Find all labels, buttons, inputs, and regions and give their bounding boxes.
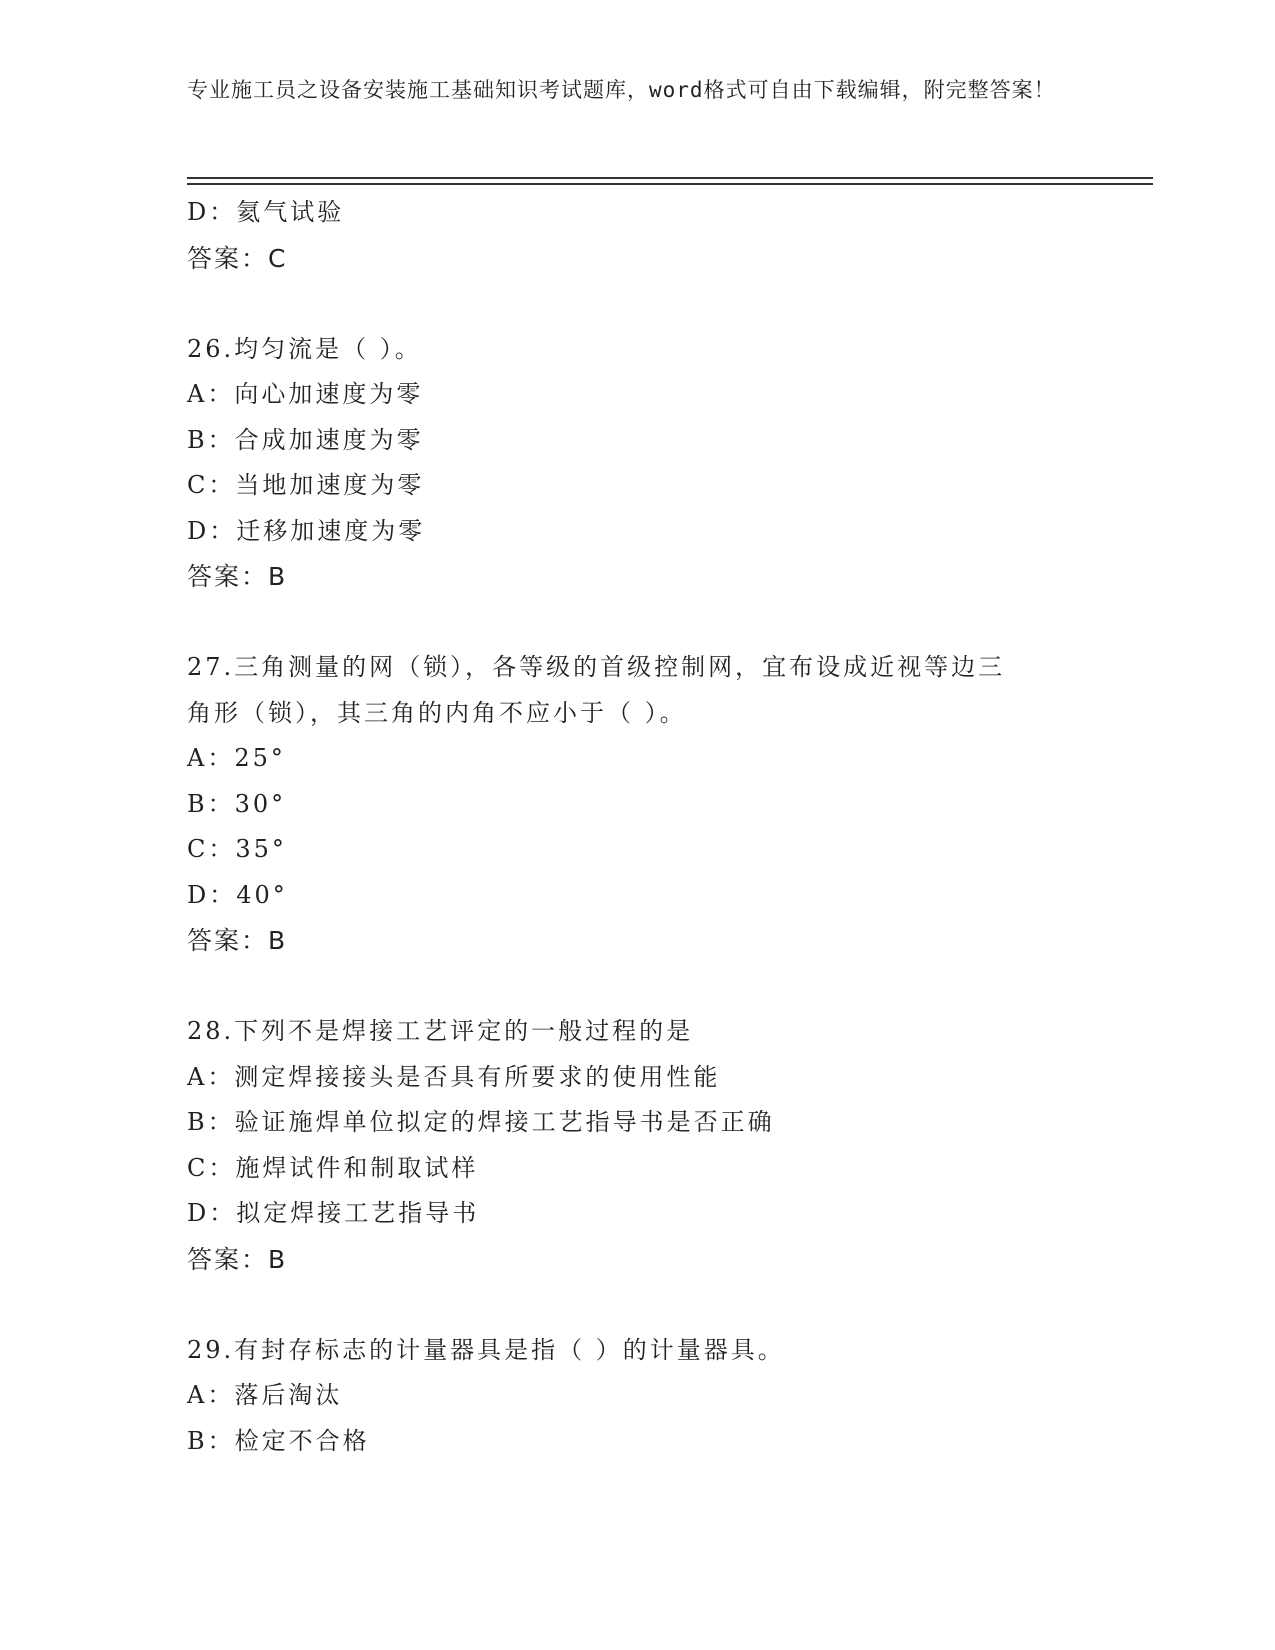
option-c: C：35° bbox=[187, 835, 287, 863]
option-d: D：拟定焊接工艺指导书 bbox=[187, 1199, 480, 1227]
header-rule-top bbox=[187, 177, 1153, 179]
answer-line: 答案：B bbox=[187, 562, 288, 591]
option-d: D：迁移加速度为零 bbox=[187, 516, 426, 545]
spacer bbox=[187, 600, 1147, 646]
question-text: 28.下列不是焊接工艺评定的一般过程的是 bbox=[187, 1017, 694, 1045]
option-a: A：向心加速度为零 bbox=[187, 380, 424, 408]
option-a: A：测定焊接接头是否具有所要求的使用性能 bbox=[187, 1062, 721, 1091]
option-c: C：当地加速度为零 bbox=[187, 471, 425, 499]
answer-line: 答案：B bbox=[187, 926, 288, 955]
spacer bbox=[187, 1282, 1147, 1328]
question-text-line-1: 27.三角测量的网（锁），各等级的首级控制网，宜布设成近视等边三 bbox=[187, 653, 1006, 681]
answer-line: 答案：C bbox=[187, 243, 288, 273]
question-block-28 bbox=[187, 1009, 1147, 1282]
question-block-prev bbox=[187, 190, 1147, 281]
question-text: 29.有封存标志的计量器具是指（ ）的计量器具。 bbox=[187, 1335, 785, 1364]
question-list bbox=[187, 190, 1147, 1464]
option-c: C：施焊试件和制取试样 bbox=[187, 1153, 479, 1182]
spacer bbox=[187, 964, 1147, 1010]
question-text-line-2: 角形（锁），其三角的内角不应小于（ ）。 bbox=[187, 698, 687, 727]
question-block-29 bbox=[187, 1328, 1147, 1465]
header-rule-bottom bbox=[187, 183, 1153, 185]
option-a: A：落后淘汰 bbox=[187, 1381, 343, 1409]
question-block-26 bbox=[187, 327, 1147, 600]
option-b: B：检定不合格 bbox=[187, 1426, 370, 1455]
option-b: B：30° bbox=[187, 789, 287, 818]
question-text: 26.均匀流是（ ）。 bbox=[187, 334, 422, 363]
option-d: D：氦气试验 bbox=[187, 198, 345, 226]
question-block-27 bbox=[187, 645, 1147, 964]
spacer bbox=[187, 281, 1147, 327]
answer-line: 答案：B bbox=[187, 1244, 288, 1274]
option-b: B：验证施焊单位拟定的焊接工艺指导书是否正确 bbox=[187, 1108, 775, 1136]
option-d: D：40° bbox=[187, 880, 288, 909]
option-a: A：25° bbox=[187, 744, 286, 772]
document-header: 专业施工员之设备安装施工基础知识考试题库，word格式可自由下载编辑，附完整答案！ bbox=[187, 78, 1056, 102]
option-b: B：合成加速度为零 bbox=[187, 425, 424, 454]
